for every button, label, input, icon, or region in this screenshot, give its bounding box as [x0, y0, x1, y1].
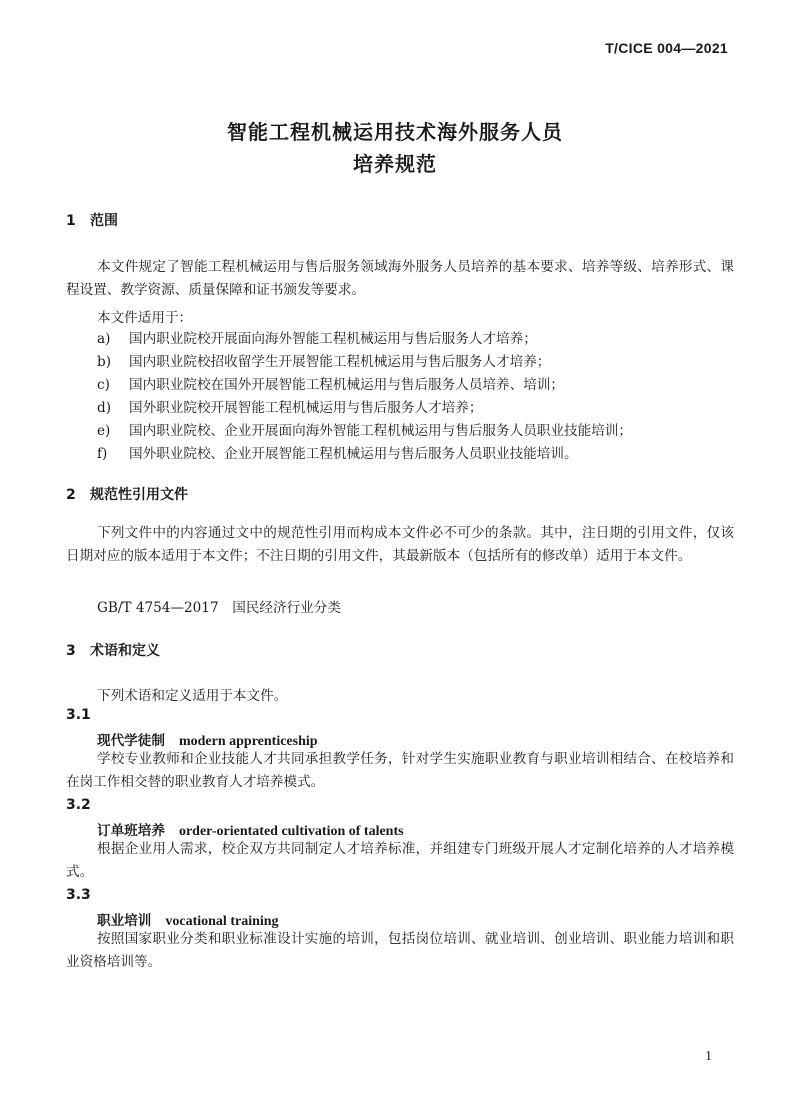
section-1-paragraph: 本文件规定了智能工程机械运用与售后服务领域海外服务人员培养的基本要求、培养等级、培养形式、课程设置、教学资源、质量保障和证书颁发等要求。	[66, 259, 734, 298]
term-definition: 学校专业教师和企业技能人才共同承担教学任务，针对学生实施职业教育与职业培训相结合、在校培养和在岗工作相交替的职业教育人才培养模式。	[66, 751, 734, 790]
section-title: 术语和定义	[90, 643, 160, 659]
term-number: 3.1	[66, 707, 91, 723]
page-number: 1	[705, 1049, 712, 1064]
term-number: 3.2	[66, 797, 91, 813]
term-heading	[97, 729, 318, 750]
section-title: 范围	[90, 213, 118, 229]
term-chinese: 现代学徒制	[97, 733, 165, 749]
list-item	[97, 396, 482, 416]
list-item-label: d)	[97, 400, 112, 416]
term-heading	[97, 909, 279, 930]
term-definition: 按照国家职业分类和职业标准设计实施的培训，包括岗位培训、就业培训、创业培训、职业能力培训和职业资格培训等。	[66, 931, 734, 970]
list-item-label: c)	[97, 377, 110, 393]
list-item-text: 国内职业院校、企业开展面向海外智能工程机械运用与售后服务人员职业技能培训；	[129, 423, 632, 439]
normative-reference: GB/T 4754—2017 国民经济行业分类	[97, 600, 341, 616]
list-item-label: b)	[97, 354, 112, 370]
list-item	[97, 327, 537, 347]
list-item	[97, 373, 564, 393]
term-chinese: 职业培训	[97, 913, 152, 929]
list-item-text: 国内职业院校招收留学生开展智能工程机械运用与售后服务人才培养；	[129, 354, 551, 370]
term-english: order-orientated cultivation of talents	[178, 824, 404, 839]
list-item-text: 国内职业院校在国外开展智能工程机械运用与售后服务人员培养、培训；	[129, 377, 564, 393]
term-chinese: 订单班培养	[97, 823, 165, 839]
list-item	[97, 419, 632, 439]
document-title-line2: 培养规范	[353, 152, 437, 176]
section-number: 3	[66, 643, 76, 659]
list-item-label: f)	[97, 446, 108, 462]
section-number: 2	[66, 487, 76, 503]
section-1-intro: 本文件适用于：	[97, 310, 193, 326]
term-english: vocational training	[165, 914, 279, 929]
section-title: 规范性引用文件	[90, 487, 188, 503]
section-3-intro: 下列术语和定义适用于本文件。	[97, 688, 288, 704]
list-item	[97, 442, 578, 462]
list-item-text: 国外职业院校开展智能工程机械运用与售后服务人才培养；	[129, 400, 483, 416]
term-english: modern apprenticeship	[178, 734, 318, 749]
term-number: 3.3	[66, 887, 91, 903]
list-item-label: e)	[97, 423, 111, 439]
section-2-heading	[66, 484, 188, 504]
list-item	[97, 350, 550, 370]
list-item-label: a)	[97, 331, 111, 347]
section-number: 1	[66, 213, 76, 229]
section-1-heading	[66, 210, 118, 230]
document-title-line1: 智能工程机械运用技术海外服务人员	[227, 120, 563, 144]
term-heading	[97, 819, 404, 840]
section-2-paragraph: 下列文件中的内容通过文中的规范性引用而构成本文件必不可少的条款。其中，注日期的引用文件，仅该日期对应的版本适用于本文件；不注日期的引用文件，其最新版本（包括所有的修改单）适用于本文件。	[66, 525, 734, 564]
document-code: T/CICE 004—2021	[605, 40, 728, 56]
section-3-heading	[66, 640, 160, 660]
list-item-text: 国外职业院校、企业开展智能工程机械运用与售后服务人员职业技能培训。	[129, 446, 578, 462]
list-item-text: 国内职业院校开展面向海外智能工程机械运用与售后服务人才培养；	[129, 331, 537, 347]
term-definition: 根据企业用人需求，校企双方共同制定人才培养标准，并组建专门班级开展人才定制化培养的人才培养模式。	[66, 841, 734, 880]
